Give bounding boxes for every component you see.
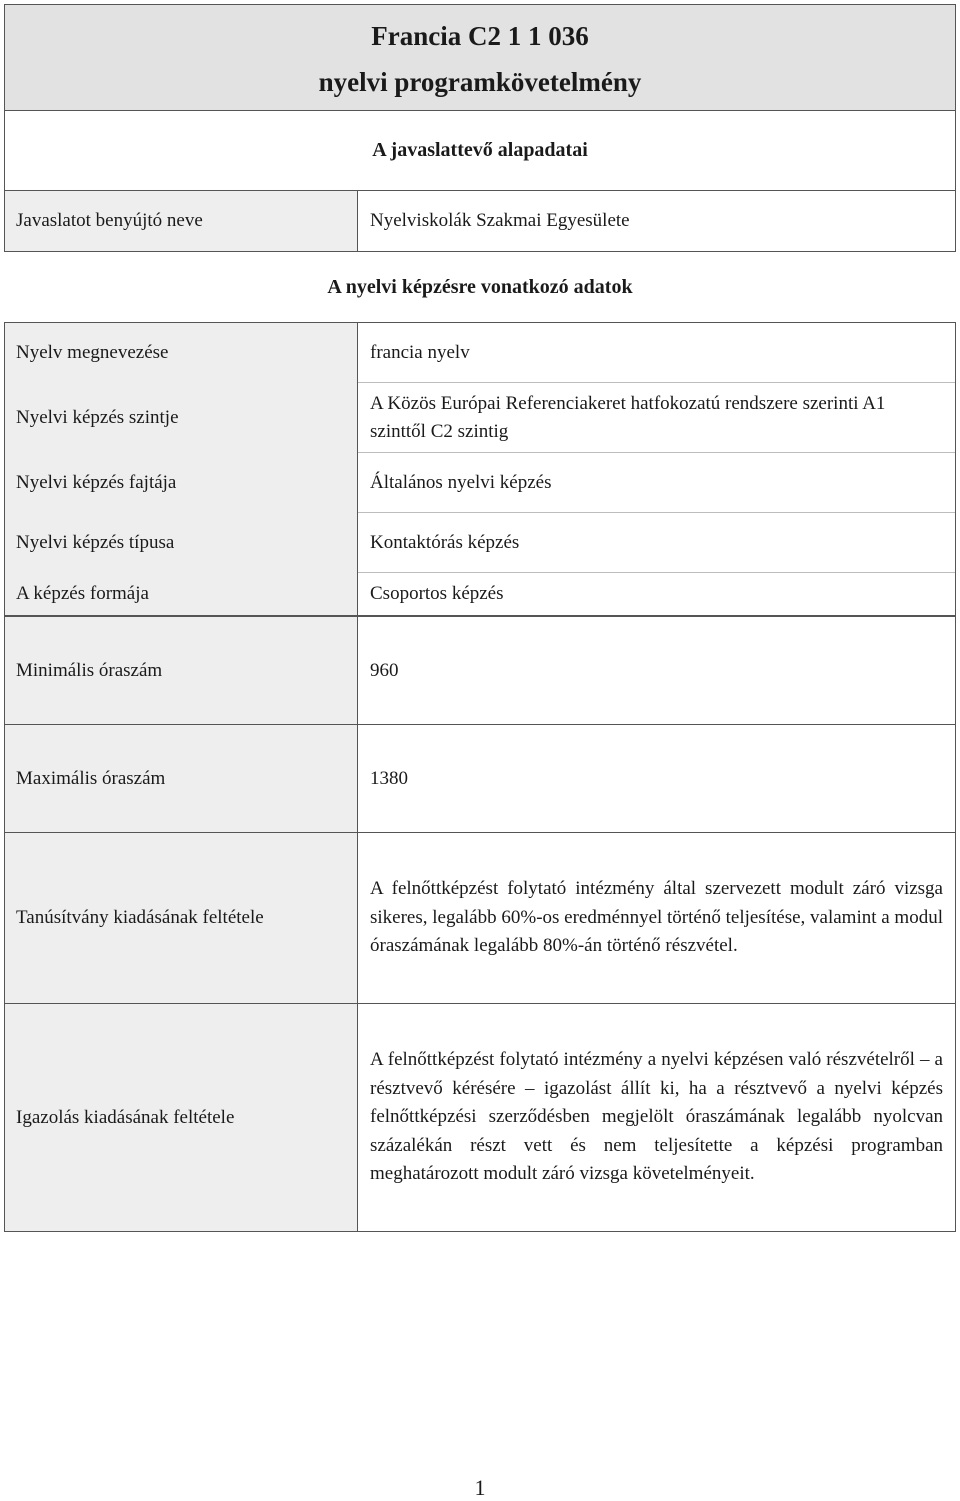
certificate-value-cell (358, 833, 955, 1003)
max-hours-label: Maximális óraszám (5, 725, 358, 832)
certificate-value: A felnőttképzést folytató intézmény által szervezett modult záró vizsga sikeres, legalább 60%-os eredménnyel történő teljesítése, valamint a modul óraszámának legalább 80%-án történő részvétel. (370, 878, 943, 957)
max-hours-value: 1380 (358, 725, 955, 832)
training-level-value (358, 383, 955, 453)
min-hours-row (4, 616, 956, 725)
min-hours-label: Minimális óraszám (5, 617, 358, 724)
training-type-value: Kontaktórás képzés (358, 513, 955, 573)
title-box (4, 4, 956, 111)
training-labels (5, 323, 358, 615)
training-table (4, 322, 956, 616)
proposer-heading: A javaslattevő alapadatai (4, 111, 956, 190)
min-hours-value: 960 (358, 617, 955, 724)
training-level-label: Nyelvi képzés szintje (16, 407, 179, 428)
training-heading: A nyelvi képzésre vonatkozó adatok (327, 276, 633, 298)
attestation-value: A felnőttképzést folytató intézmény a nyelvi képzésen való részvételről – a résztvevő kérésére – igazolást állít ki, ha a résztvevő a nyelvi képzés felnőttképzési szerződésben megjelölt óraszámának legalább nyolcvan százalékán részt vett és nem teljesítette a képzési programban meghatározott modult záró vizsga követelményeit. (370, 1049, 943, 1185)
training-kind-label: Nyelvi képzés fajtája (16, 472, 177, 493)
training-level-text: A Közös Európai Referenciakeret hatfokozatú rendszere szerinti A1 szinttől C2 szintig (370, 392, 886, 442)
training-values (358, 323, 955, 615)
document-subtitle: nyelvi programkövetelmény (318, 67, 642, 97)
training-form-label: A képzés formája (16, 583, 149, 604)
attestation-label: Igazolás kiadásának feltétele (5, 1004, 358, 1231)
document-page (4, 4, 956, 1232)
training-type-label: Nyelvi képzés típusa (16, 532, 175, 553)
training-kind-value: Általános nyelvi képzés (358, 453, 955, 513)
page-number: 1 (474, 1475, 486, 1500)
document-title: Francia C2 1 1 036 (371, 21, 589, 51)
certificate-row (4, 833, 956, 1004)
language-name-label: Nyelv megnevezése (16, 342, 169, 363)
max-hours-row (4, 725, 956, 833)
certificate-label: Tanúsítvány kiadásának feltétele (5, 833, 358, 1003)
attestation-value-cell (358, 1004, 955, 1231)
proposer-value: Nyelviskolák Szakmai Egyesülete (358, 191, 955, 251)
proposer-row (4, 190, 956, 252)
training-form-value: Csoportos képzés (370, 583, 504, 604)
proposer-label: Javaslatot benyújtó neve (5, 191, 358, 251)
language-name-value: francia nyelv (358, 323, 955, 383)
attestation-row (4, 1004, 956, 1232)
